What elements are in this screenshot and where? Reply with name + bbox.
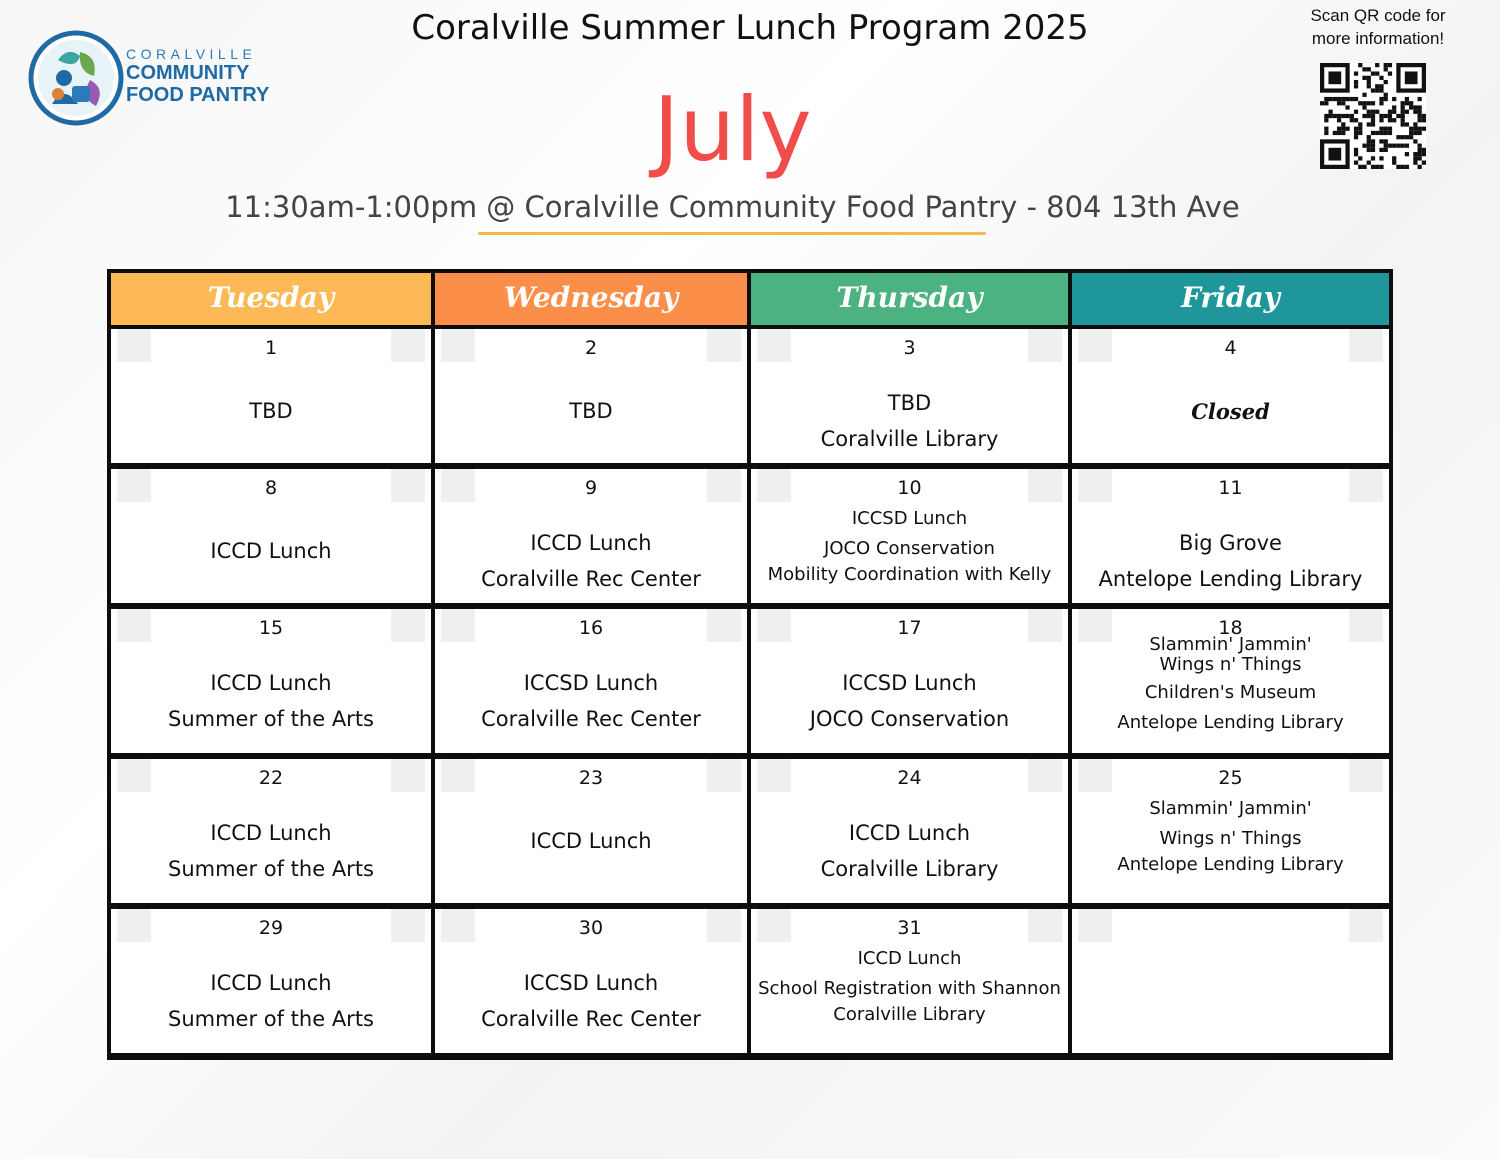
date-number: 3 [903, 337, 916, 359]
calendar-cell-tuesday [111, 469, 431, 603]
event-line: Children's Museum [1144, 682, 1317, 703]
date-number: 22 [258, 767, 284, 789]
event-line: TBD [569, 399, 613, 423]
header-friday: Friday [1072, 273, 1389, 325]
event-line: Closed [1191, 399, 1270, 424]
event-line: ICCSD Lunch [523, 971, 659, 995]
date-number: 23 [578, 767, 604, 789]
time-location-subtitle: 11:30am-1:00pm @ Coralville Community Food Pantry - 804 13th Ave [225, 190, 1240, 224]
calendar-cell-wednesday [435, 759, 747, 903]
event-line: ICCD Lunch [210, 821, 332, 845]
event-line: ICCD Lunch [210, 971, 332, 995]
calendar-cell-thursday [751, 469, 1068, 603]
date-number: 10 [897, 477, 922, 499]
date-number: 17 [897, 617, 922, 639]
date-number: 11 [1218, 477, 1243, 499]
event-line: Summer of the Arts [167, 1007, 374, 1031]
event-line: ICCD Lunch [210, 539, 332, 563]
date-number: 16 [578, 617, 604, 639]
event-line: Coralville Rec Center [481, 707, 701, 731]
calendar-cell-tuesday [111, 329, 431, 463]
calendar-grid [107, 269, 1393, 1060]
calendar-cell-thursday [751, 609, 1068, 753]
logo-line-1: CORALVILLE [126, 46, 257, 62]
event-line: School Registration with Shannon [758, 978, 1061, 999]
event-line: Coralville Rec Center [481, 1007, 701, 1031]
calendar-cell-friday [1072, 469, 1389, 603]
event-line: Coralville Library [820, 857, 999, 881]
calendar-cell-friday [1072, 329, 1389, 463]
event-line: ICCSD Lunch [851, 508, 968, 529]
event-line: Summer of the Arts [167, 857, 374, 881]
event-line: TBD [249, 399, 293, 423]
address-underline [478, 232, 986, 235]
date-number: 24 [897, 767, 922, 789]
date-number: 9 [584, 477, 598, 499]
event-line: JOCO Conservation [809, 707, 1010, 731]
qr-caption [1290, 4, 1466, 50]
event-line: Wings n' Things [1159, 828, 1302, 849]
event-line: Coralville Rec Center [481, 567, 701, 591]
date-number: 31 [897, 917, 922, 939]
event-line: Slammin' Jammin' [1149, 634, 1312, 655]
calendar-cell-wednesday [435, 329, 747, 463]
event-line: Antelope Lending Library [1117, 712, 1344, 733]
date-number: 1 [264, 337, 278, 359]
date-number: 8 [264, 477, 278, 499]
date-number: 15 [258, 617, 284, 639]
date-number: 29 [258, 917, 284, 939]
event-line: ICCD Lunch [210, 671, 332, 695]
date-number: 18 [1218, 617, 1243, 639]
event-line: JOCO Conservation [824, 538, 995, 559]
header-tuesday: Tuesday [111, 273, 431, 325]
event-line: Antelope Lending Library [1117, 854, 1344, 875]
qr-caption-line-1: Scan QR code for [1310, 6, 1446, 25]
calendar-cell-thursday [751, 759, 1068, 903]
calendar-cell-wednesday [435, 609, 747, 753]
event-line: Coralville Library [833, 1004, 986, 1025]
date-number: 2 [584, 337, 598, 359]
event-line: ICCSD Lunch [842, 671, 977, 695]
event-line: Coralville Library [820, 427, 999, 451]
date-tab-decoration [1078, 909, 1112, 942]
event-line: Summer of the Arts [167, 707, 374, 731]
calendar-cell-wednesday [435, 909, 747, 1053]
date-tab-decoration [1349, 909, 1383, 942]
event-line: ICCD Lunch [530, 531, 652, 555]
date-number: 4 [1224, 337, 1237, 359]
event-line: TBD [887, 391, 932, 415]
calendar-cell-tuesday [111, 759, 431, 903]
header-wednesday: Wednesday [435, 273, 747, 325]
event-line: Wings n' Things [1159, 654, 1302, 675]
header-thursday: Thursday [751, 273, 1068, 325]
calendar-cell-friday [1072, 609, 1389, 753]
logo-line-3: FOOD PANTRY [126, 84, 270, 106]
calendar-cell-wednesday [435, 469, 747, 603]
qr-caption-line-2: more information! [1311, 29, 1445, 48]
event-line: ICCD Lunch [857, 948, 962, 969]
event-line: Slammin' Jammin' [1149, 798, 1312, 819]
date-number: 25 [1218, 767, 1243, 789]
event-line: ICCSD Lunch [523, 671, 659, 695]
event-line: ICCD Lunch [848, 821, 971, 845]
event-line: Big Grove [1179, 531, 1282, 555]
calendar-cell-thursday [751, 909, 1068, 1053]
event-line: Mobility Coordination with Kelly [767, 564, 1052, 585]
calendar-cell-friday [1072, 909, 1389, 1053]
logo-line-2: COMMUNITY [126, 62, 250, 84]
month-heading: July [653, 78, 812, 181]
date-number: 30 [578, 917, 604, 939]
event-line: ICCD Lunch [530, 829, 652, 853]
program-title: Coralville Summer Lunch Program 2025 [411, 8, 1089, 48]
calendar-cell-friday [1072, 759, 1389, 903]
calendar-cell-tuesday [111, 909, 431, 1053]
event-line: Antelope Lending Library [1098, 567, 1363, 591]
calendar-cell-tuesday [111, 609, 431, 753]
calendar-cell-thursday [751, 329, 1068, 463]
